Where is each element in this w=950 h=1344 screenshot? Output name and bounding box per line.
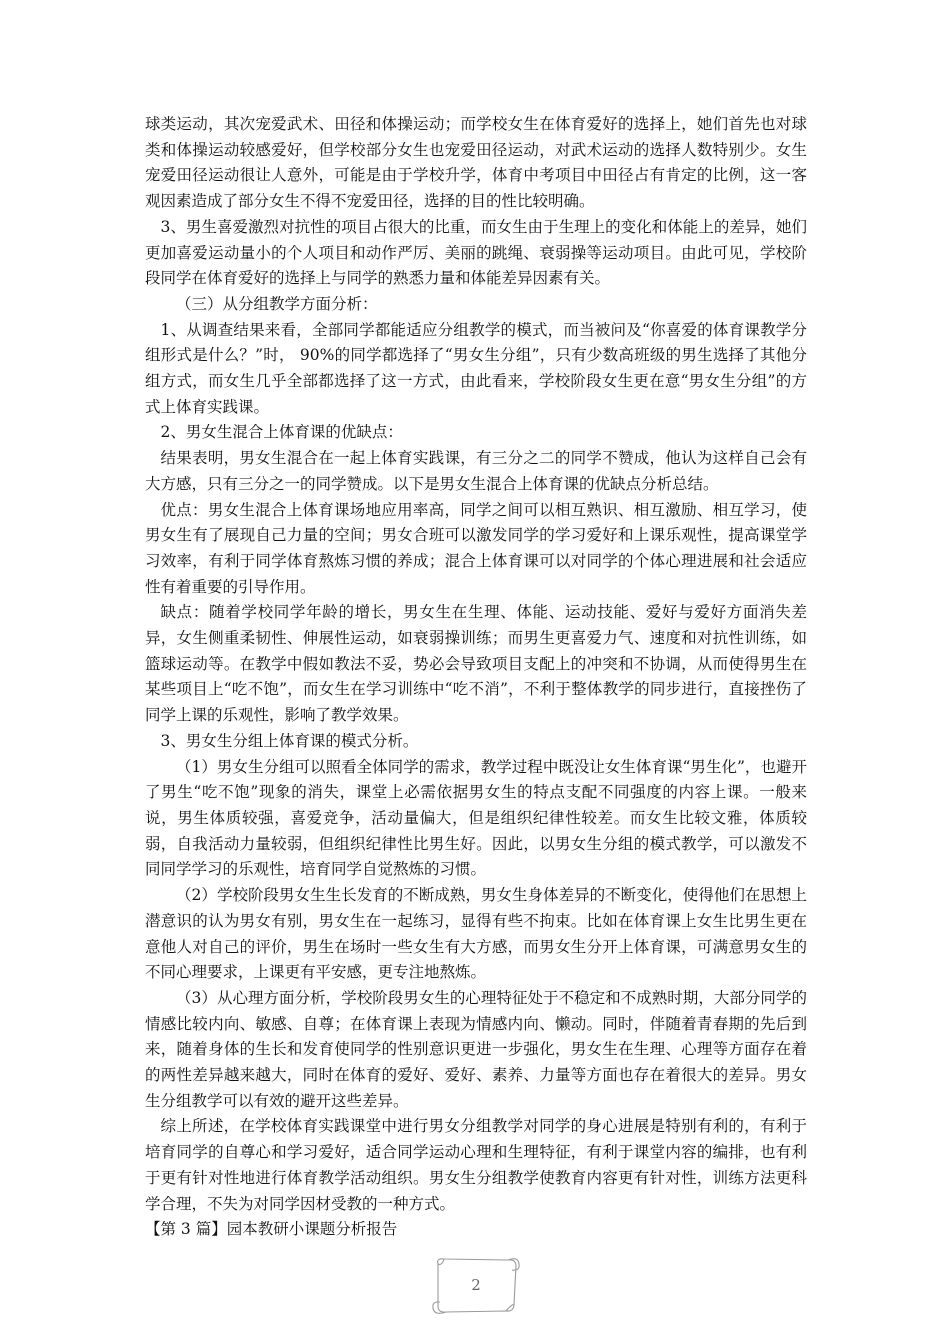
section-heading-group-teaching: （三）从分组教学方面分析： [176,294,378,313]
paragraph-point-3: 3、男生喜爱激烈对抗性的项目占很大的比重，而女生由于生理上的变化和体能上的差异，她们更加喜爱运动量小的个人项目和动作严厉、美丽的跳绳、衰弱操等运动项目。由此可见，学校阶段同学在体育爱好的选择上与同学的熟悉力量和体能差异因素有关。 [145,217,807,288]
page-number-scroll-ornament [428,1254,524,1320]
paragraph-point-1: 1、从调查结果来看，全部同学都能适应分组教学的模式，而当被问及“你喜爱的体育课教学分组形式是什么？”时， 90%的同学都选择了“男女生分组”，只有少数高班级的男生选择了其他分组方式，而女生几乎全部都选择了这一方式，由此看来，学校阶段女生更在意“男女生分组”的方式上体育实践课。 [145,320,807,416]
paragraph-results: 结果表明，男女生混合在一起上体育实践课，有三分之二的同学不赞成，他认为这样自己会有大方感，只有三分之一的同学赞成。以下是男女生混合上体育课的优缺点分析总结。 [145,449,807,493]
paragraph-analysis-3: （3）从心理方面分析，学校阶段男女生的心理特征处于不稳定和不成熟时期，大部分同学的情感比较内向、敏感、自尊；在体育课上表现为情感内向、懒动。同时，伴随着青春期的先后到来，随着身体的生长和发育使同学的性别意识更进一步强化，男女生在生理、心理等方面存在着的两性差异越来越大，同时在体育的爱好、爱好、素养、力量等方面也存在着很大的差异。男女生分组教学可以有效的避开这些差异。 [145,988,807,1110]
paragraph-conclusion: 综上所述，在学校体育实践课堂中进行男女分组教学对同学的身心进展是特别有利的，有利于培育同学的自尊心和学习爱好，适合同学运动心理和生理特征，有利于课堂内容的编排，也有利于更有针对性地进行体育教学活动组织。男女生分组教学使教育内容更有针对性，训练方法更科学合理，不失为对同学因材受教的一种方式。 [145,1117,807,1213]
subheading-mixed-class: 2、男女生混合上体育课的优缺点： [160,423,403,442]
next-article-title: 【第 3 篇】园本教研小课题分析报告 [145,1220,398,1239]
paragraph-disadvantages: 缺点：随着学校同学年龄的增长，男女生在生理、体能、运动技能、爱好与爱好方面消失差异，女生侧重柔韧性、伸展性运动，如衰弱操训练；而男生更喜爱力气、速度和对抗性训练，如篮球运动等。在教学中假如教法不妥，势必会导致项目支配上的冲突和不协调，从而使得男生在某些项目上“吃不饱”，而女生在学习训练中“吃不消”，不利于整体教学的同步进行，直接挫伤了同学上课的乐观性，影响了教学效果。 [145,603,807,725]
document-body [145,112,807,1243]
paragraph-analysis-1: （1）男女生分组可以照看全体同学的需求，教学过程中既没让女生体育课“男生化”，也避开了男生“吃不饱”现象的消失，课堂上必需依据男女生的特点支配不同强度的内容上课。一般来说，男生体质较强，喜爱竞争，活动量偏大，但是组织纪律性较差。而女生比较文雅，体质较弱，自我活动力量较弱，但组织纪律性比男生好。因此，以男女生分组的模式教学，可以激发不同同学学习的乐观性，培育同学自觉熬炼的习惯。 [145,757,807,879]
subheading-separate-class: 3、男女生分组上体育课的模式分析。 [160,731,419,750]
paragraph-advantages: 优点：男女生混合上体育课场地应用率高，同学之间可以相互熟识、相互激励、相互学习，使男女生有了展现自己力量的空间；男女合班可以激发同学的学习爱好和上课乐观性，提高课堂学习效率，有利于同学体育熬炼习惯的养成；混合上体育课可以对同学的个体心理进展和社会适应性有着重要的引导作用。 [145,500,807,596]
page-number: 2 [471,1276,481,1294]
paragraph-intro-continuation: 球类运动，其次宠爱武术、田径和体操运动；而学校女生在体育爱好的选择上，她们首先也对球类和体操运动较感爱好，但学校部分女生也宠爱田径运动，对武术运动的选择人数特别少。女生宠爱田径运动很让人意外，可能是由于学校升学，体育中考项目中田径占有肯定的比例，这一客观因素造成了部分女生不得不宠爱田径，选择的目的性比较明确。 [145,115,807,211]
paragraph-analysis-2: （2）学校阶段男女生生长发育的不断成熟，男女生身体差异的不断变化，使得他们在思想上潜意识的认为男女有别，男女生在一起练习，显得有些不拘束。比如在体育课上女生比男生更在意他人对自己的评价，男生在场时一些女生有大方感，而男女生分开上体育课，可满意男女生的不同心理要求，上课更有平安感，更专注地熬炼。 [145,886,807,982]
